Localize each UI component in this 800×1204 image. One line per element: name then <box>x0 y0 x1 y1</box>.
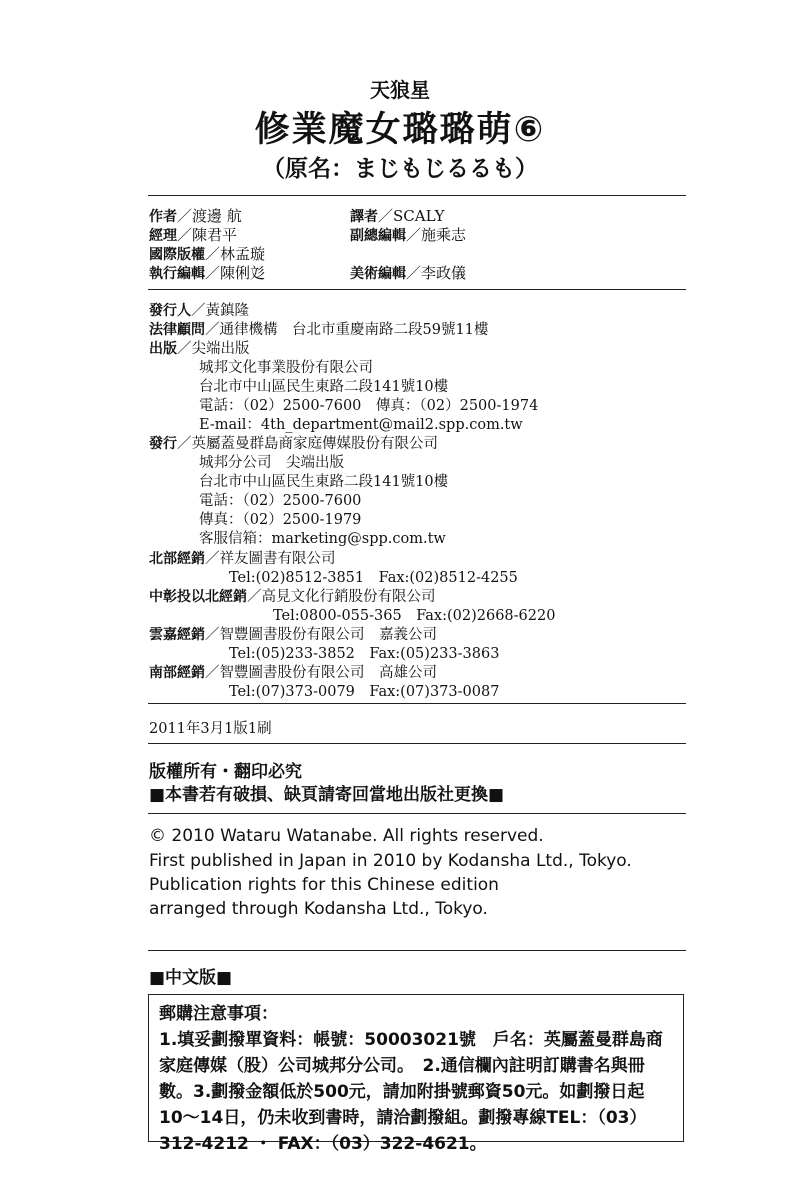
credit-exec-editor: 執行編輯／陳俐彣 <box>149 264 266 282</box>
damage-replacement-note: ■本書若有破損、缺頁請寄回當地出版社更換■ <box>149 785 505 805</box>
distributor-detail: 台北市中山區民生東路二段141號10樓 <box>199 474 449 490</box>
divider-credits <box>148 289 686 290</box>
copyright-line: © 2010 Wataru Watanabe. All rights reserved. <box>149 826 544 846</box>
notice-line: 312-4212 ・ FAX：（03）322-4621。 <box>159 1134 487 1154</box>
divider-publication <box>148 703 686 704</box>
copyright-line: arranged through Kodansha Ltd., Tokyo. <box>149 899 488 919</box>
divider-english <box>148 950 686 951</box>
north-distributor: 北部經銷／祥友圖書有限公司 <box>149 551 336 567</box>
legal-line: 法律顧問／通律機構 台北市重慶南路二段59號11樓 <box>149 322 489 338</box>
edition-info: 2011年3月1版1刷 <box>149 721 272 737</box>
copyright-line: Publication rights for this Chinese edition <box>149 875 499 895</box>
credit-deputy-editor: 副總編輯／施乘志 <box>350 226 467 244</box>
notice-line: 10～14日，仍未收到書時，請洽劃撥組。劃撥專線TEL：（03） <box>159 1108 647 1128</box>
chiayi-distributor: 雲嘉經銷／智豐圖書股份有限公司 嘉義公司 <box>149 627 437 643</box>
north-contact: Tel:(02)8512-3851 Fax:(02)8512-4255 <box>229 570 518 586</box>
notice-line: 家庭傳媒（股）公司城邦分公司。 2.通信欄內註明訂購書名與冊 <box>159 1056 645 1076</box>
south-distributor: 南部經銷／智豐圖書股份有限公司 高雄公司 <box>149 665 437 681</box>
press-address-line: 台北市中山區民生東路二段141號10樓 <box>199 379 449 395</box>
chiayi-contact: Tel:(05)233-3852 Fax:(05)233-3863 <box>229 646 500 662</box>
press-email-line: E-mail：4th_department@mail2.spp.com.tw <box>199 417 523 433</box>
credit-manager: 經理／陳君平 <box>149 226 238 244</box>
divider-rights <box>148 813 686 814</box>
central-distributor: 中彰投以北經銷／高見文化行銷股份有限公司 <box>149 589 436 605</box>
distributor-detail: 城邦分公司 尖端出版 <box>199 455 344 471</box>
central-contact: Tel:0800-055-365 Fax:(02)2668-6220 <box>273 608 556 624</box>
chinese-edition-label: ■中文版■ <box>149 968 233 988</box>
credit-author: 作者／渡邊 航 <box>149 207 242 225</box>
distributor-line: 發行／英屬蓋曼群島商家庭傳媒股份有限公司 <box>149 436 438 452</box>
distributor-detail: 電話：（02）2500-7600 <box>199 493 362 509</box>
credit-art-editor: 美術編輯／李政儀 <box>350 264 467 282</box>
credit-intl-rights: 國際版權／林孟璇 <box>149 245 266 263</box>
notice-line: 1.填妥劃撥單資料：帳號：50003021號 戶名：英屬蓋曼群島商 <box>159 1030 663 1050</box>
publisher-line: 發行人／黃鎮隆 <box>149 303 249 319</box>
credit-translator: 譯者／SCALY <box>350 207 445 225</box>
press-line: 出版／尖端出版 <box>149 341 250 357</box>
original-title: （原名：まじもじるるも） <box>262 156 538 182</box>
series-name: 天狼星 <box>370 78 430 102</box>
south-contact: Tel:(07)373-0079 Fax:(07)373-0087 <box>229 684 500 700</box>
mail-order-notice-box <box>148 994 684 1154</box>
divider-top <box>148 195 686 196</box>
notice-line: 數。3.劃撥金額低於500元，請加附掛號郵資50元。如劃撥日起 <box>159 1082 645 1102</box>
notice-title: 郵購注意事項： <box>159 1004 278 1024</box>
press-phone-line: 電話：（02）2500-7600 傳真：（02）2500-1974 <box>199 398 539 414</box>
book-title: 修業魔女璐璐萌⑥ <box>254 110 546 150</box>
copyright-line: First published in Japan in 2010 by Kodansha Ltd., Tokyo. <box>149 851 632 871</box>
rights-reserved: 版權所有・翻印必究 <box>149 762 302 782</box>
distributor-detail: 客服信箱：marketing@spp.com.tw <box>199 531 446 547</box>
divider-edition <box>148 743 686 744</box>
press-address-line: 城邦文化事業股份有限公司 <box>199 360 373 376</box>
distributor-detail: 傳真：（02）2500-1979 <box>199 512 362 528</box>
